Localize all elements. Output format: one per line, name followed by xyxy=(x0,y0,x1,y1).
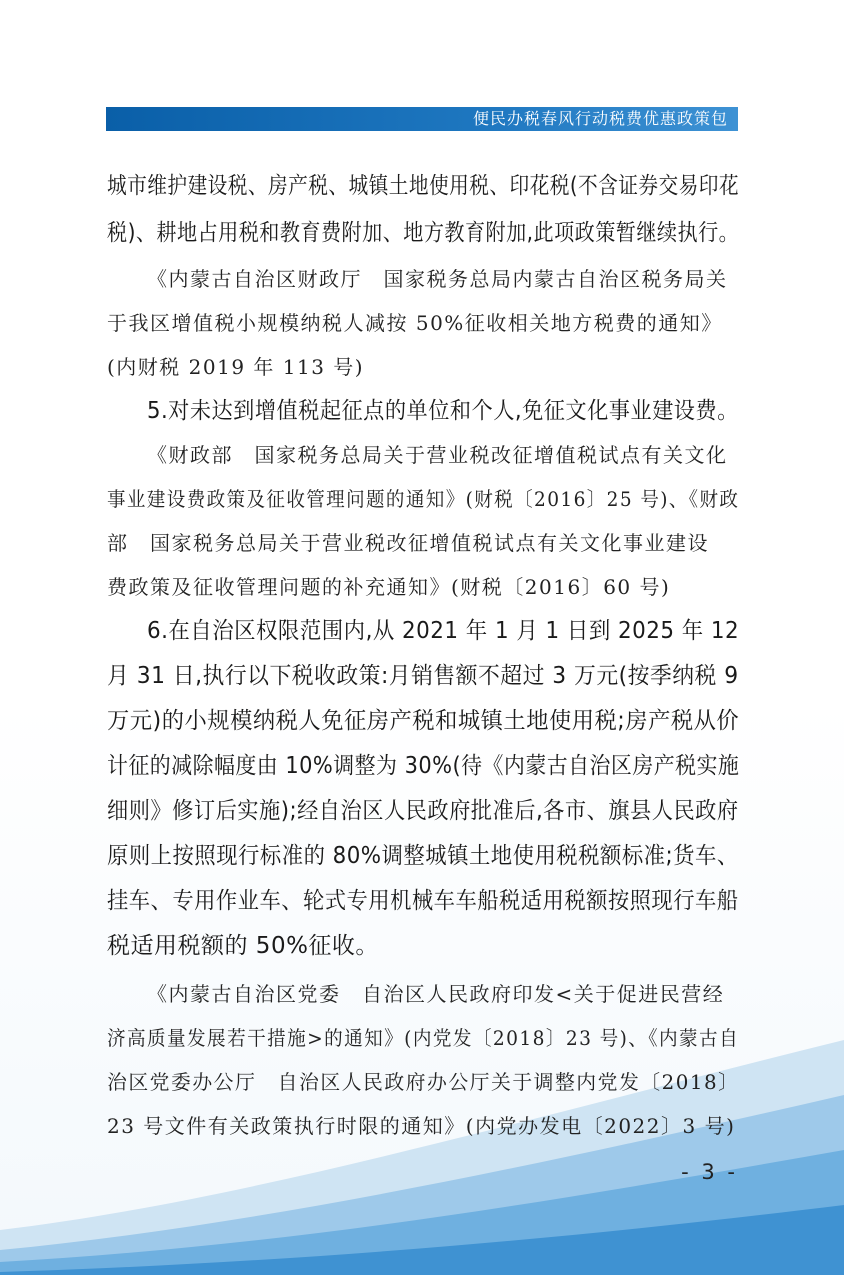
header-bar xyxy=(106,107,738,131)
paragraph-line: 城市维护建设税、房产税、城镇土地使用税、印花税(不含证券交易印花 xyxy=(107,173,740,199)
paragraph-line: 原则上按照现行标准的 80%调整城镇土地使用税税额标准;货车、 xyxy=(107,843,739,869)
citation-line: 费政策及征收管理问题的补充通知》(财税〔2016〕60 号) xyxy=(107,575,671,599)
paragraph-line: 细则》修订后实施);经自治区人民政府批准后,各市、旗县人民政府 xyxy=(107,798,739,824)
paragraph-line: 税适用税额的 50%征收。 xyxy=(107,933,379,959)
citation-line: 23 号文件有关政策执行时限的通知》(内党办发电〔2022〕3 号) xyxy=(107,1114,736,1138)
paragraph-line: 6.在自治区权限范围内,从 2021 年 1 月 1 日到 2025 年 12 xyxy=(147,618,740,644)
citation-line: 部 国家税务总局关于营业税改征增值税试点有关文化事业建设 xyxy=(107,531,709,555)
paragraph-line: 5.对未达到增值税起征点的单位和个人,免征文化事业建设费。 xyxy=(147,398,739,424)
citation-line: 于我区增值税小规模纳税人减按 50%征收相关地方税费的通知》 xyxy=(107,311,723,335)
citation-line: 济高质量发展若干措施>的通知》(内党发〔2018〕23 号)、《内蒙古自 xyxy=(107,1026,740,1050)
paragraph-line: 挂车、专用作业车、轮式专用机械车车船税适用税额按照现行车船 xyxy=(107,888,739,914)
header-title: 便民办税春风行动税费优惠政策包 xyxy=(472,109,728,128)
paragraph-line: 税)、耕地占用税和教育费附加、地方教育附加,此项政策暂继续执行。 xyxy=(107,220,740,246)
citation-line: 《财政部 国家税务总局关于营业税改征增值税试点有关文化 xyxy=(147,443,728,467)
page-number: - 3 - xyxy=(681,1160,738,1184)
citation-line: 《内蒙古自治区财政厅 国家税务总局内蒙古自治区税务局关 xyxy=(147,267,728,291)
citation-line: 事业建设费政策及征收管理问题的通知》(财税〔2016〕25 号)、《财政 xyxy=(107,487,740,511)
paragraph-line: 计征的减除幅度由 10%调整为 30%(待《内蒙古自治区房产税实施 xyxy=(107,753,740,779)
citation-line: 《内蒙古自治区党委 自治区人民政府印发<关于促进民营经 xyxy=(147,982,725,1006)
paragraph-line: 月 31 日,执行以下税收政策:月销售额不超过 3 万元(按季纳税 9 xyxy=(107,663,739,689)
citation-line: 治区党委办公厅 自治区人民政府办公厅关于调整内党发〔2018〕 xyxy=(107,1070,740,1094)
citation-line: (内财税 2019 年 113 号) xyxy=(107,355,365,379)
paragraph-line: 万元)的小规模纳税人免征房产税和城镇土地使用税;房产税从价 xyxy=(107,708,740,734)
